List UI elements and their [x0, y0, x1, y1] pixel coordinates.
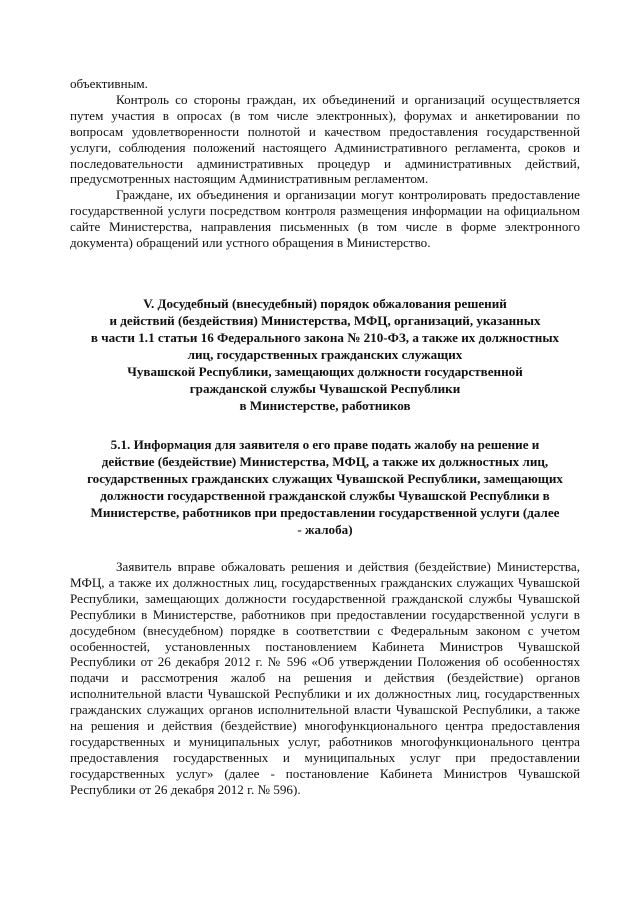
- paragraph-citizen-monitoring: Граждане, их объединения и организации могут контролировать предоставление государственной услуги посредством контроля размещения информации на официальном сайте Министерства, направления письменных (в том числе в форме электронного документа) обращений или устного обращения в Министерство.: [70, 187, 580, 251]
- heading-line: действие (бездействие) Министерства, МФЦ, а также их должностных лиц,: [101, 453, 549, 469]
- heading-line: гражданской службы Чувашской Республики: [189, 380, 461, 396]
- heading-line: V. Досудебный (внесудебный) порядок обжалования решений: [143, 295, 507, 311]
- heading-line: государственных гражданских служащих Чувашской Республики, замещающих: [87, 470, 563, 486]
- heading-line: лиц, государственных гражданских служащих: [187, 346, 463, 362]
- heading-line: Чувашской Республики, замещающих должности государственной: [127, 363, 523, 379]
- section-heading-v: [70, 295, 580, 414]
- subsection-heading-5-1: [70, 436, 580, 538]
- heading-line: в Министерстве, работников: [239, 397, 411, 413]
- paragraph-continuation: объективным.: [70, 76, 148, 91]
- paragraph-appeal-right: Заявитель вправе обжаловать решения и действия (бездействие) Министерства, МФЦ, а также их должностных лиц, государственных гражданских служащих Чувашской Республики, замещающих должности государственной гражданской службы Чувашской Республики в Министерстве, работников при предоставлении государственной услуги в досудебном (внесудебном) порядке в соответствии с Федеральным законом с учетом особенностей, установленных постановлением Кабинета Министров Чувашской Республики от 26 декабря 2012 г. № 596 «Об утверждении Положения об особенностях подачи и рассмотрения жалоб на решения и действия (бездействие) органов исполнительной власти Чувашской Республики и их должностных лиц, государственных гражданских служащих органов исполнительной власти Чувашской Республики, а также на решения и действия (бездействие) многофункционального центра предоставления государственных и муниципальных услуг, работников многофункционального центра предоставления государственных и муниципальных услуг при предоставлении государственных услуг» (далее - постановление Кабинета Министров Чувашской Республики от 26 декабря 2012 г. № 596).: [70, 558, 580, 797]
- heading-line: и действий (бездействия) Министерства, МФЦ, организаций, указанных: [109, 312, 541, 328]
- heading-line: Министерстве, работников при предоставлении государственной услуги (далее: [90, 504, 560, 520]
- heading-line: должности государственной гражданской службы Чувашской Республики в: [100, 487, 550, 503]
- document-page: [70, 76, 580, 798]
- heading-line: 5.1. Информация для заявителя о его праве подать жалобу на решение и: [110, 436, 540, 452]
- heading-line: - жалоба): [297, 521, 353, 537]
- paragraph-citizen-control: Контроль со стороны граждан, их объединений и организаций осуществляется путем участия в опросах (в том числе электронных), форумах и анкетировании по вопросам удовлетворенности полнотой и качеством предоставления государственной услуги, соблюдения положений настоящего Административного регламента, сроков и последовательности административных процедур и административных действий, предусмотренных настоящим Административным регламентом.: [70, 91, 580, 187]
- heading-line: в части 1.1 статьи 16 Федерального закона № 210-ФЗ, а также их должностных: [90, 329, 560, 345]
